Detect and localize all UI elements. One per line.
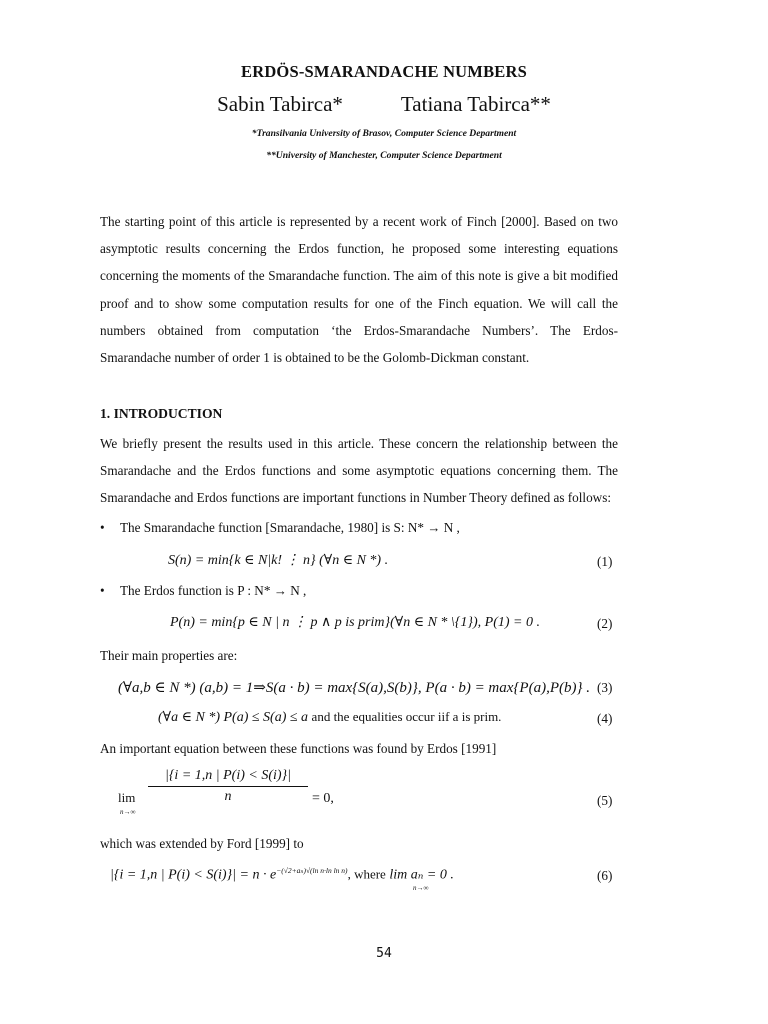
bullet-text: The Erdos function is P : N* → N , [120,583,307,598]
equation-4-math: (∀a ∈ N *) P(a) ≤ S(a) ≤ a [158,710,309,725]
equation-number-3: (3) [597,680,613,695]
equation-6-lhs: |{i = 1,n | P(i) < S(i)}| = n · e [110,867,277,883]
erdos-sentence: An important equation between these functions was found by Erdos [1991] [100,741,497,756]
equation-number-1: (1) [597,554,613,569]
equation-5-rhs: = 0, [312,791,334,806]
author-line [0,92,768,117]
equation-4-text: and the equalities occur iif a is prim. [311,709,502,724]
limit-subscript: n→∞ [120,808,136,816]
abstract-line: The starting point of this article is represented by a recent work of Finch [2000]. Based on two [100,214,618,229]
equation-6 [110,866,454,884]
intro-line: Smarandache and Erdos functions are important functions in Number Theory defined as follows: [100,490,612,506]
intro-line: We briefly present the results used in this article. These concern the relationship between the [100,436,618,451]
equation-number-6: (6) [597,868,613,883]
bullet-dot: • [100,520,105,535]
equation-3: (∀a,b ∈ N *) (a,b) = 1⇒S(a · b) = max{S(a),S(b)}, P(a · b) = max{P(a),P(b)} . [118,680,590,696]
affiliation-1: *Transilvania University of Brasov, Computer Science Department [251,128,517,139]
fraction-numerator: |{i = 1,n | P(i) < S(i)}| [164,768,291,783]
bullet-erdos [100,583,306,599]
limit-operator: lim [118,790,136,805]
ford-sentence: which was extended by Ford [1999] to [100,836,304,851]
affiliation-2: **University of Manchester, Computer Science Department [266,150,502,161]
abstract-line: numbers obtained from computation ‘the Erdos-Smarandache Numbers’. The Erdos- [100,322,618,338]
section-heading: 1. INTRODUCTION [100,406,223,421]
equation-number-4: (4) [597,711,613,726]
equation-number-5: (5) [597,793,613,808]
equation-6-rhs: lim aₙ = 0 . [389,867,454,883]
equation-6-exponent: −(√2+aₙ)√(ln n·ln ln n) [276,866,348,875]
abstract-line: concerning the moments of the Smarandache function. The aim of this note is give a bit modified [100,268,618,284]
equation-4 [158,709,501,726]
bullet-smarandache [100,520,460,536]
fraction-bar [148,786,308,787]
author-1: Sabin Tabirca* [217,92,343,116]
page-number: 54 [376,946,392,961]
intro-line: Smarandache and the Erdos functions and some asymptotic equations concerning them. The [100,463,618,479]
equation-1: S(n) = min{k ∈ N|k! ⋮ n} (∀n ∈ N *) . [168,553,389,568]
paper-title: ERDÖS-SMARANDACHE NUMBERS [241,62,527,81]
bullet-text: The Smarandache function [Smarandache, 1980] is S: N* → N , [120,520,460,535]
intro-paragraph [100,430,618,512]
bullet-dot: • [100,583,105,598]
abstract-line: Smarandache number of order 1 is obtained to be the Golomb-Dickman constant. [100,350,530,366]
abstract-paragraph [100,208,618,371]
properties-intro: Their main properties are: [100,648,238,663]
abstract-line: proof and to show some computation results for one of the Finch equation. We will call the [100,295,618,311]
equation-2: P(n) = min{p ∈ N | n ⋮ p ∧ p is prim}(∀n ∈ N * \{1}), P(1) = 0 . [170,615,540,630]
abstract-line: asymptotic results concerning the Erdos function, he proposed some interesting equations [100,241,618,257]
author-2: Tatiana Tabirca** [400,92,551,116]
equation-number-2: (2) [597,616,613,631]
equation-5-fraction [148,768,308,805]
limit-subscript-6: n→∞ [413,884,429,892]
equation-6-where: , where [347,866,386,882]
fraction-denominator: n [224,789,232,804]
